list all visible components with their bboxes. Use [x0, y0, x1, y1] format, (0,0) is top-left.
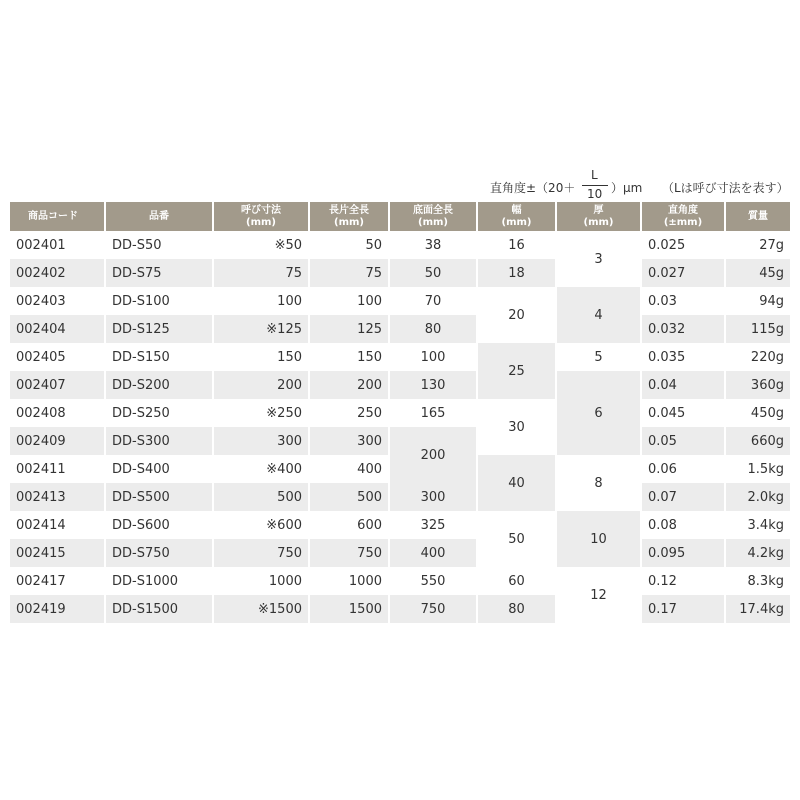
header-squareness: 直角度 (±mm) — [641, 202, 725, 231]
code-cell: 002415 — [10, 539, 105, 567]
long-length-cell: 300 — [309, 427, 389, 455]
squareness-cell: 0.06 — [641, 455, 725, 483]
part-cell: DD-S1000 — [105, 567, 213, 595]
base-length-cell: 130 — [389, 371, 477, 399]
header-base-length: 底面全長 (mm) — [389, 202, 477, 231]
base-length-cell: 550 — [389, 567, 477, 595]
long-length-cell: 750 — [309, 539, 389, 567]
table-row — [10, 567, 790, 595]
part-cell: DD-S100 — [105, 287, 213, 315]
mass-cell: 360g — [725, 371, 790, 399]
table-row — [10, 539, 790, 567]
part-cell: DD-S250 — [105, 399, 213, 427]
code-cell: 002411 — [10, 455, 105, 483]
part-cell: DD-S75 — [105, 259, 213, 287]
base-length-cell: 50 — [389, 259, 477, 287]
table-row — [10, 343, 790, 371]
thickness-cell: 3 — [556, 231, 641, 287]
squareness-cell: 0.045 — [641, 399, 725, 427]
long-length-cell: 1500 — [309, 595, 389, 623]
squareness-cell: 0.032 — [641, 315, 725, 343]
long-length-cell: 600 — [309, 511, 389, 539]
mass-cell: 660g — [725, 427, 790, 455]
long-length-cell: 150 — [309, 343, 389, 371]
thickness-cell: 5 — [556, 343, 641, 371]
table-row — [10, 315, 790, 343]
width-cell: 50 — [477, 511, 556, 567]
code-cell: 002414 — [10, 511, 105, 539]
header-row — [10, 202, 790, 231]
base-length-cell: 325 — [389, 511, 477, 539]
header-nominal: 呼び寸法 (mm) — [213, 202, 309, 231]
mass-cell: 17.4kg — [725, 595, 790, 623]
table-row — [10, 231, 790, 259]
code-cell: 002407 — [10, 371, 105, 399]
header-width: 幅 (mm) — [477, 202, 556, 231]
width-cell: 20 — [477, 287, 556, 343]
width-cell: 16 — [477, 231, 556, 259]
squareness-cell: 0.08 — [641, 511, 725, 539]
long-length-cell: 200 — [309, 371, 389, 399]
part-cell: DD-S125 — [105, 315, 213, 343]
thickness-cell: 10 — [556, 511, 641, 567]
fraction-bar — [582, 185, 608, 186]
squareness-cell: 0.095 — [641, 539, 725, 567]
long-length-cell: 100 — [309, 287, 389, 315]
mass-cell: 2.0kg — [725, 483, 790, 511]
squareness-cell: 0.04 — [641, 371, 725, 399]
table-row — [10, 287, 790, 315]
squareness-cell: 0.03 — [641, 287, 725, 315]
code-cell: 002404 — [10, 315, 105, 343]
nominal-cell: ※1500 — [213, 595, 309, 623]
base-length-cell: 750 — [389, 595, 477, 623]
header-code: 商品コード — [10, 202, 105, 231]
header-long-length: 長片全長 (mm) — [309, 202, 389, 231]
base-length-cell: 200 — [389, 427, 477, 483]
formula-denominator: 10 — [587, 187, 603, 201]
table-row — [10, 511, 790, 539]
base-length-cell: 70 — [389, 287, 477, 315]
nominal-cell: 750 — [213, 539, 309, 567]
mass-cell: 94g — [725, 287, 790, 315]
mass-cell: 27g — [725, 231, 790, 259]
table-row — [10, 483, 790, 511]
nominal-cell: 100 — [213, 287, 309, 315]
formula-prefix: 直角度±（20＋ — [490, 181, 576, 195]
nominal-cell: 1000 — [213, 567, 309, 595]
mass-cell: 8.3kg — [725, 567, 790, 595]
code-cell: 002408 — [10, 399, 105, 427]
table-row — [10, 427, 790, 455]
part-cell: DD-S600 — [105, 511, 213, 539]
long-length-cell: 75 — [309, 259, 389, 287]
nominal-cell: ※400 — [213, 455, 309, 483]
thickness-cell: 8 — [556, 455, 641, 511]
nominal-cell: ※50 — [213, 231, 309, 259]
part-cell: DD-S500 — [105, 483, 213, 511]
width-cell: 25 — [477, 343, 556, 399]
width-cell: 30 — [477, 399, 556, 455]
mass-cell: 115g — [725, 315, 790, 343]
part-cell: DD-S300 — [105, 427, 213, 455]
base-length-cell: 400 — [389, 539, 477, 567]
spec-table — [10, 202, 790, 623]
mass-cell: 4.2kg — [725, 539, 790, 567]
part-cell: DD-S150 — [105, 343, 213, 371]
mass-cell: 3.4kg — [725, 511, 790, 539]
nominal-cell: 200 — [213, 371, 309, 399]
nominal-cell: 75 — [213, 259, 309, 287]
width-cell: 18 — [477, 259, 556, 287]
nominal-cell: ※600 — [213, 511, 309, 539]
formula-numerator: L — [591, 168, 598, 182]
code-cell: 002419 — [10, 595, 105, 623]
nominal-cell: 500 — [213, 483, 309, 511]
mass-cell: 1.5kg — [725, 455, 790, 483]
header-part-number: 品番 — [105, 202, 213, 231]
code-cell: 002405 — [10, 343, 105, 371]
code-cell: 002413 — [10, 483, 105, 511]
long-length-cell: 250 — [309, 399, 389, 427]
nominal-cell: ※125 — [213, 315, 309, 343]
code-cell: 002409 — [10, 427, 105, 455]
squareness-cell: 0.12 — [641, 567, 725, 595]
squareness-cell: 0.035 — [641, 343, 725, 371]
mass-cell: 45g — [725, 259, 790, 287]
table-row — [10, 595, 790, 623]
squareness-cell: 0.027 — [641, 259, 725, 287]
squareness-cell: 0.025 — [641, 231, 725, 259]
code-cell: 002402 — [10, 259, 105, 287]
width-cell: 40 — [477, 455, 556, 511]
long-length-cell: 125 — [309, 315, 389, 343]
squareness-formula — [490, 170, 790, 202]
header-thickness: 厚 (mm) — [556, 202, 641, 231]
nominal-cell: 300 — [213, 427, 309, 455]
long-length-cell: 500 — [309, 483, 389, 511]
part-cell: DD-S200 — [105, 371, 213, 399]
squareness-cell: 0.05 — [641, 427, 725, 455]
code-cell: 002403 — [10, 287, 105, 315]
nominal-cell: 150 — [213, 343, 309, 371]
thickness-cell: 12 — [556, 567, 641, 623]
formula-suffix: ）μm — [611, 181, 643, 195]
code-cell: 002401 — [10, 231, 105, 259]
width-cell: 80 — [477, 595, 556, 623]
header-mass: 質量 — [725, 202, 790, 231]
table-row — [10, 259, 790, 287]
table-row — [10, 399, 790, 427]
part-cell: DD-S750 — [105, 539, 213, 567]
width-cell: 60 — [477, 567, 556, 595]
long-length-cell: 50 — [309, 231, 389, 259]
base-length-cell: 300 — [389, 483, 477, 511]
part-cell: DD-S1500 — [105, 595, 213, 623]
nominal-cell: ※250 — [213, 399, 309, 427]
base-length-cell: 100 — [389, 343, 477, 371]
formula-note: （Lは呼び寸法を表す） — [662, 181, 789, 195]
part-cell: DD-S400 — [105, 455, 213, 483]
base-length-cell: 80 — [389, 315, 477, 343]
squareness-cell: 0.07 — [641, 483, 725, 511]
code-cell: 002417 — [10, 567, 105, 595]
squareness-cell: 0.17 — [641, 595, 725, 623]
long-length-cell: 1000 — [309, 567, 389, 595]
thickness-cell: 4 — [556, 287, 641, 343]
thickness-cell: 6 — [556, 371, 641, 455]
table-row — [10, 371, 790, 399]
base-length-cell: 38 — [389, 231, 477, 259]
mass-cell: 220g — [725, 343, 790, 371]
long-length-cell: 400 — [309, 455, 389, 483]
part-cell: DD-S50 — [105, 231, 213, 259]
base-length-cell: 165 — [389, 399, 477, 427]
mass-cell: 450g — [725, 399, 790, 427]
